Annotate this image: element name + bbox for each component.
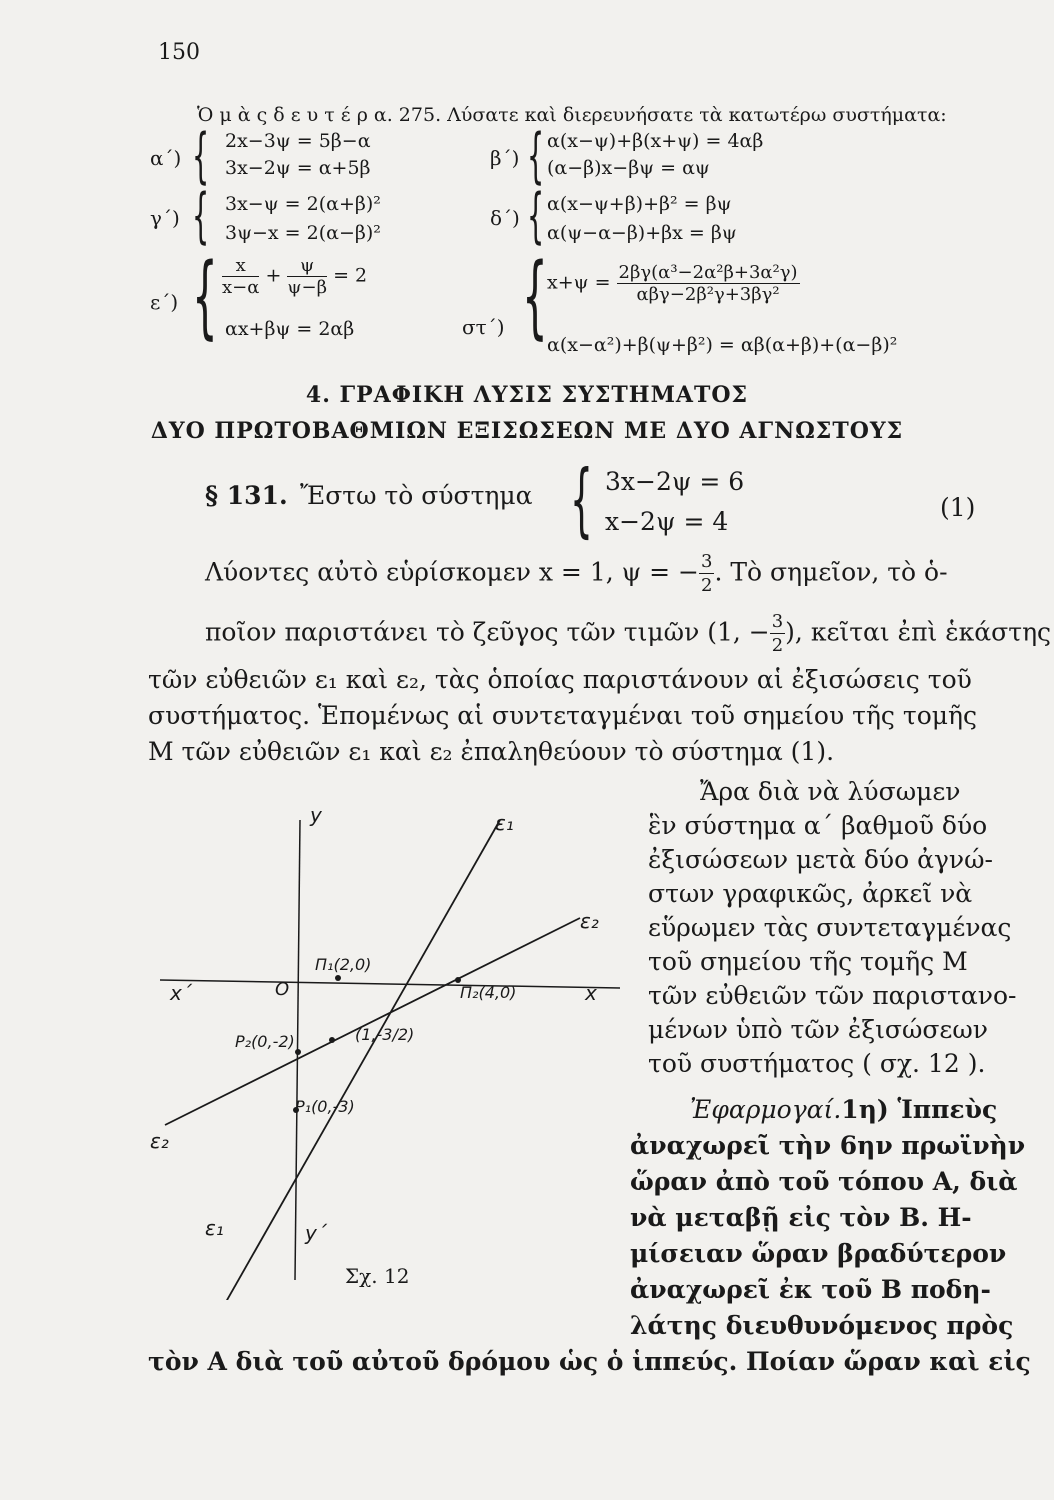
system-a-eq1: 2x−3ψ = 5β−α (225, 130, 371, 152)
fraction-denominator: 2 (701, 575, 713, 597)
line-e1 (210, 820, 500, 1300)
section-title-line2: ΔΥΟ ΠΡΩΤΟΒΑΘΜΙΩΝ ΕΞΙΣΩΣΕΩΝ ΜΕ ΔΥΟ ΑΓΝΩΣΤΟΥΣ (150, 418, 904, 444)
exercise-intro: Ὁ μ ὰ ς δ ε υ τ έ ρ α. 275. Λύσατε καὶ διερευνήσατε τὰ κατωτέρω συστήματα: (197, 104, 947, 126)
paragraph-number: § 131. (205, 481, 288, 510)
brace: { (570, 453, 593, 546)
right-column-line: ἐξισώσεων μετὰ δύο ἀγνώ- (648, 845, 993, 874)
x-axis-label: x (585, 981, 597, 1005)
applications-line: μίσειαν ὥραν βραδύτερον (630, 1239, 1007, 1268)
e1-top-label: ε₁ (495, 811, 514, 835)
section-title-line1: 4. ΓΡΑΦΙΚΗ ΛΥΣΙΣ ΣΥΣΤΗΜΑΤΟΣ (305, 382, 749, 408)
applications-line (690, 1094, 997, 1127)
fraction-denominator: x−α (222, 277, 260, 298)
fraction-numerator: x (222, 255, 259, 277)
fraction-numerator: 3 (699, 550, 714, 574)
brace: { (527, 121, 545, 191)
text-line-part: Λύοντες αὐτὸ εὑρίσκομεν x = 1, ψ = − (205, 557, 700, 587)
text-line-part: . Τὸ σημεῖον, τὸ ὁ- (714, 557, 948, 587)
system-b-label: β΄) (490, 146, 520, 170)
brace: { (192, 121, 210, 191)
right-column-line: στων γραφικῶς, ἀρκεῖ νὰ (648, 879, 973, 908)
text-line: τῶν εὐθειῶν ε₁ καὶ ε₂, τὰς ὁποίας παριστάνουν αἱ ἐξισώσεις τοῦ (148, 665, 972, 694)
system-e-label: ε΄) (150, 290, 179, 314)
system-e-eq1 (222, 255, 367, 298)
system-st-eq2: α(x−α²)+β(ψ+β²) = αβ(α+β)+(α−β)² (547, 334, 898, 356)
system-b-eq1: α(x−ψ)+β(x+ψ) = 4αβ (547, 130, 764, 152)
system-a-label: α΄) (150, 146, 182, 170)
applications-line: ἀναχωρεῖ τὴν 6ην πρωϊνὴν (630, 1131, 1026, 1160)
p2-label: Π₂(4,0) (460, 983, 517, 1002)
fraction-denominator: 2 (771, 635, 784, 657)
applications-line: τὸν Α διὰ τοῦ αὐτοῦ δρόμου ὡς ὁ ἱππεύς. Ποίαν ὥραν καὶ εἰς (148, 1347, 1031, 1376)
system-g-eq2: 3ψ−x = 2(α−β)² (225, 222, 381, 244)
applications-first: 1η) Ἱππεὺς (841, 1095, 998, 1124)
right-column-line: μένων ὑπὸ τῶν ἐξισώσεων (648, 1015, 988, 1044)
system-st-eq1 (547, 262, 800, 305)
brace: { (527, 181, 545, 251)
fraction-numerator: 2βγ(α³−2α²β+3α²γ) (618, 262, 798, 283)
applications-line: ἀναχωρεῖ ἐκ τοῦ Β ποδη- (630, 1275, 991, 1304)
m-label: (1,-3/2) (355, 1025, 415, 1044)
text-line-part: ), κεῖται ἐπὶ ἑκάστης (785, 617, 1052, 647)
y-axis-label: y (310, 803, 322, 827)
equation-number: (1) (940, 493, 976, 522)
x-axis (160, 980, 620, 988)
text-line (205, 550, 948, 598)
right-column-line: Ἄρα διὰ νὰ λύσωμεν (700, 777, 961, 806)
origin-label: O (275, 979, 290, 1000)
system-d-label: δ΄) (490, 206, 520, 230)
system-g-label: γ΄) (150, 206, 180, 230)
e2-right-label: ε₂ (580, 909, 599, 933)
system-a-eq2: 3x−2ψ = α+5β (225, 157, 371, 179)
applications-label: Ἐφαρμογαί. (690, 1095, 842, 1124)
text-line: Μ τῶν εὐθειῶν ε₁ καὶ ε₂ ἐπαληθεύουν τὸ σύστημα (1). (148, 737, 835, 766)
figure-12 (140, 800, 640, 1300)
e1-bottom-label: ε₁ (205, 1216, 224, 1240)
y-prime-label: y΄ (305, 1221, 327, 1245)
text-line: συστήματος. Ἑπομένως αἱ συντεταγμέναι τοῦ σημείου τῆς τομῆς (148, 701, 977, 730)
x-prime-label: x΄ (170, 981, 192, 1005)
paragraph-intro: Ἔστω τὸ σύστημα (300, 481, 533, 510)
fraction-numerator: 3 (770, 610, 785, 634)
right-column-line: τοῦ σημείου τῆς τομῆς Μ (648, 947, 968, 976)
applications-line: λάτης διευθυνόμενος πρὸς (630, 1311, 1014, 1340)
p1-label: Π₁(2,0) (315, 955, 372, 974)
text-line-part: ποῖον παριστάνει τὸ ζεῦγος τῶν τιμῶν (1, − (205, 617, 770, 647)
applications-line: νὰ μεταβῇ εἰς τὸν Β. Η- (630, 1203, 972, 1232)
brace: { (522, 244, 548, 349)
right-column-line: τοῦ συστήματος ( σχ. 12 ). (648, 1049, 986, 1078)
system-st-label: στ΄) (462, 315, 505, 339)
system-e-eq2: αx+βψ = 2αβ (225, 318, 355, 340)
plus-sign: + (265, 264, 282, 287)
page-number: 150 (158, 40, 200, 65)
system-d-eq2: α(ψ−α−β)+βx = βψ (547, 222, 737, 244)
equation-rhs: = 2 (333, 264, 368, 287)
figure-caption: Σχ. 12 (345, 1264, 410, 1288)
system-1-eq2: x−2ψ = 4 (605, 507, 729, 536)
fraction-numerator: ψ (287, 255, 327, 277)
right-column-line: εὕρωμεν τὰς συντεταγμένας (648, 913, 1012, 942)
right-column-line: ἓν σύστημα α΄ βαθμοῦ δύο (648, 811, 988, 840)
system-b-eq2: (α−β)x−βψ = αψ (547, 157, 710, 179)
brace: { (192, 244, 218, 349)
fraction-denominator: αβγ−2β²γ+3βγ² (636, 284, 780, 305)
system-d-eq1: α(x−ψ+β)+β² = βψ (547, 193, 732, 215)
r2-label: P₂(0,-2) (235, 1032, 295, 1051)
point-m (329, 1037, 335, 1043)
fraction-denominator: ψ−β (287, 277, 328, 298)
brace: { (192, 181, 210, 251)
equation-lhs: x+ψ = (547, 271, 611, 294)
right-column-line: τῶν εὐθειῶν τῶν παριστανο- (648, 981, 1017, 1010)
r1-label: P₁(0,-3) (295, 1097, 355, 1116)
applications-line: ὥραν ἀπὸ τοῦ τόπου Α, διὰ (630, 1167, 1018, 1196)
point-p1 (335, 975, 341, 981)
e2-left-label: ε₂ (150, 1129, 169, 1153)
point-r2 (295, 1049, 301, 1055)
system-g-eq1: 3x−ψ = 2(α+β)² (225, 193, 381, 215)
system-1-eq1: 3x−2ψ = 6 (605, 467, 745, 496)
text-line (205, 610, 1051, 658)
line-e2 (165, 918, 580, 1125)
